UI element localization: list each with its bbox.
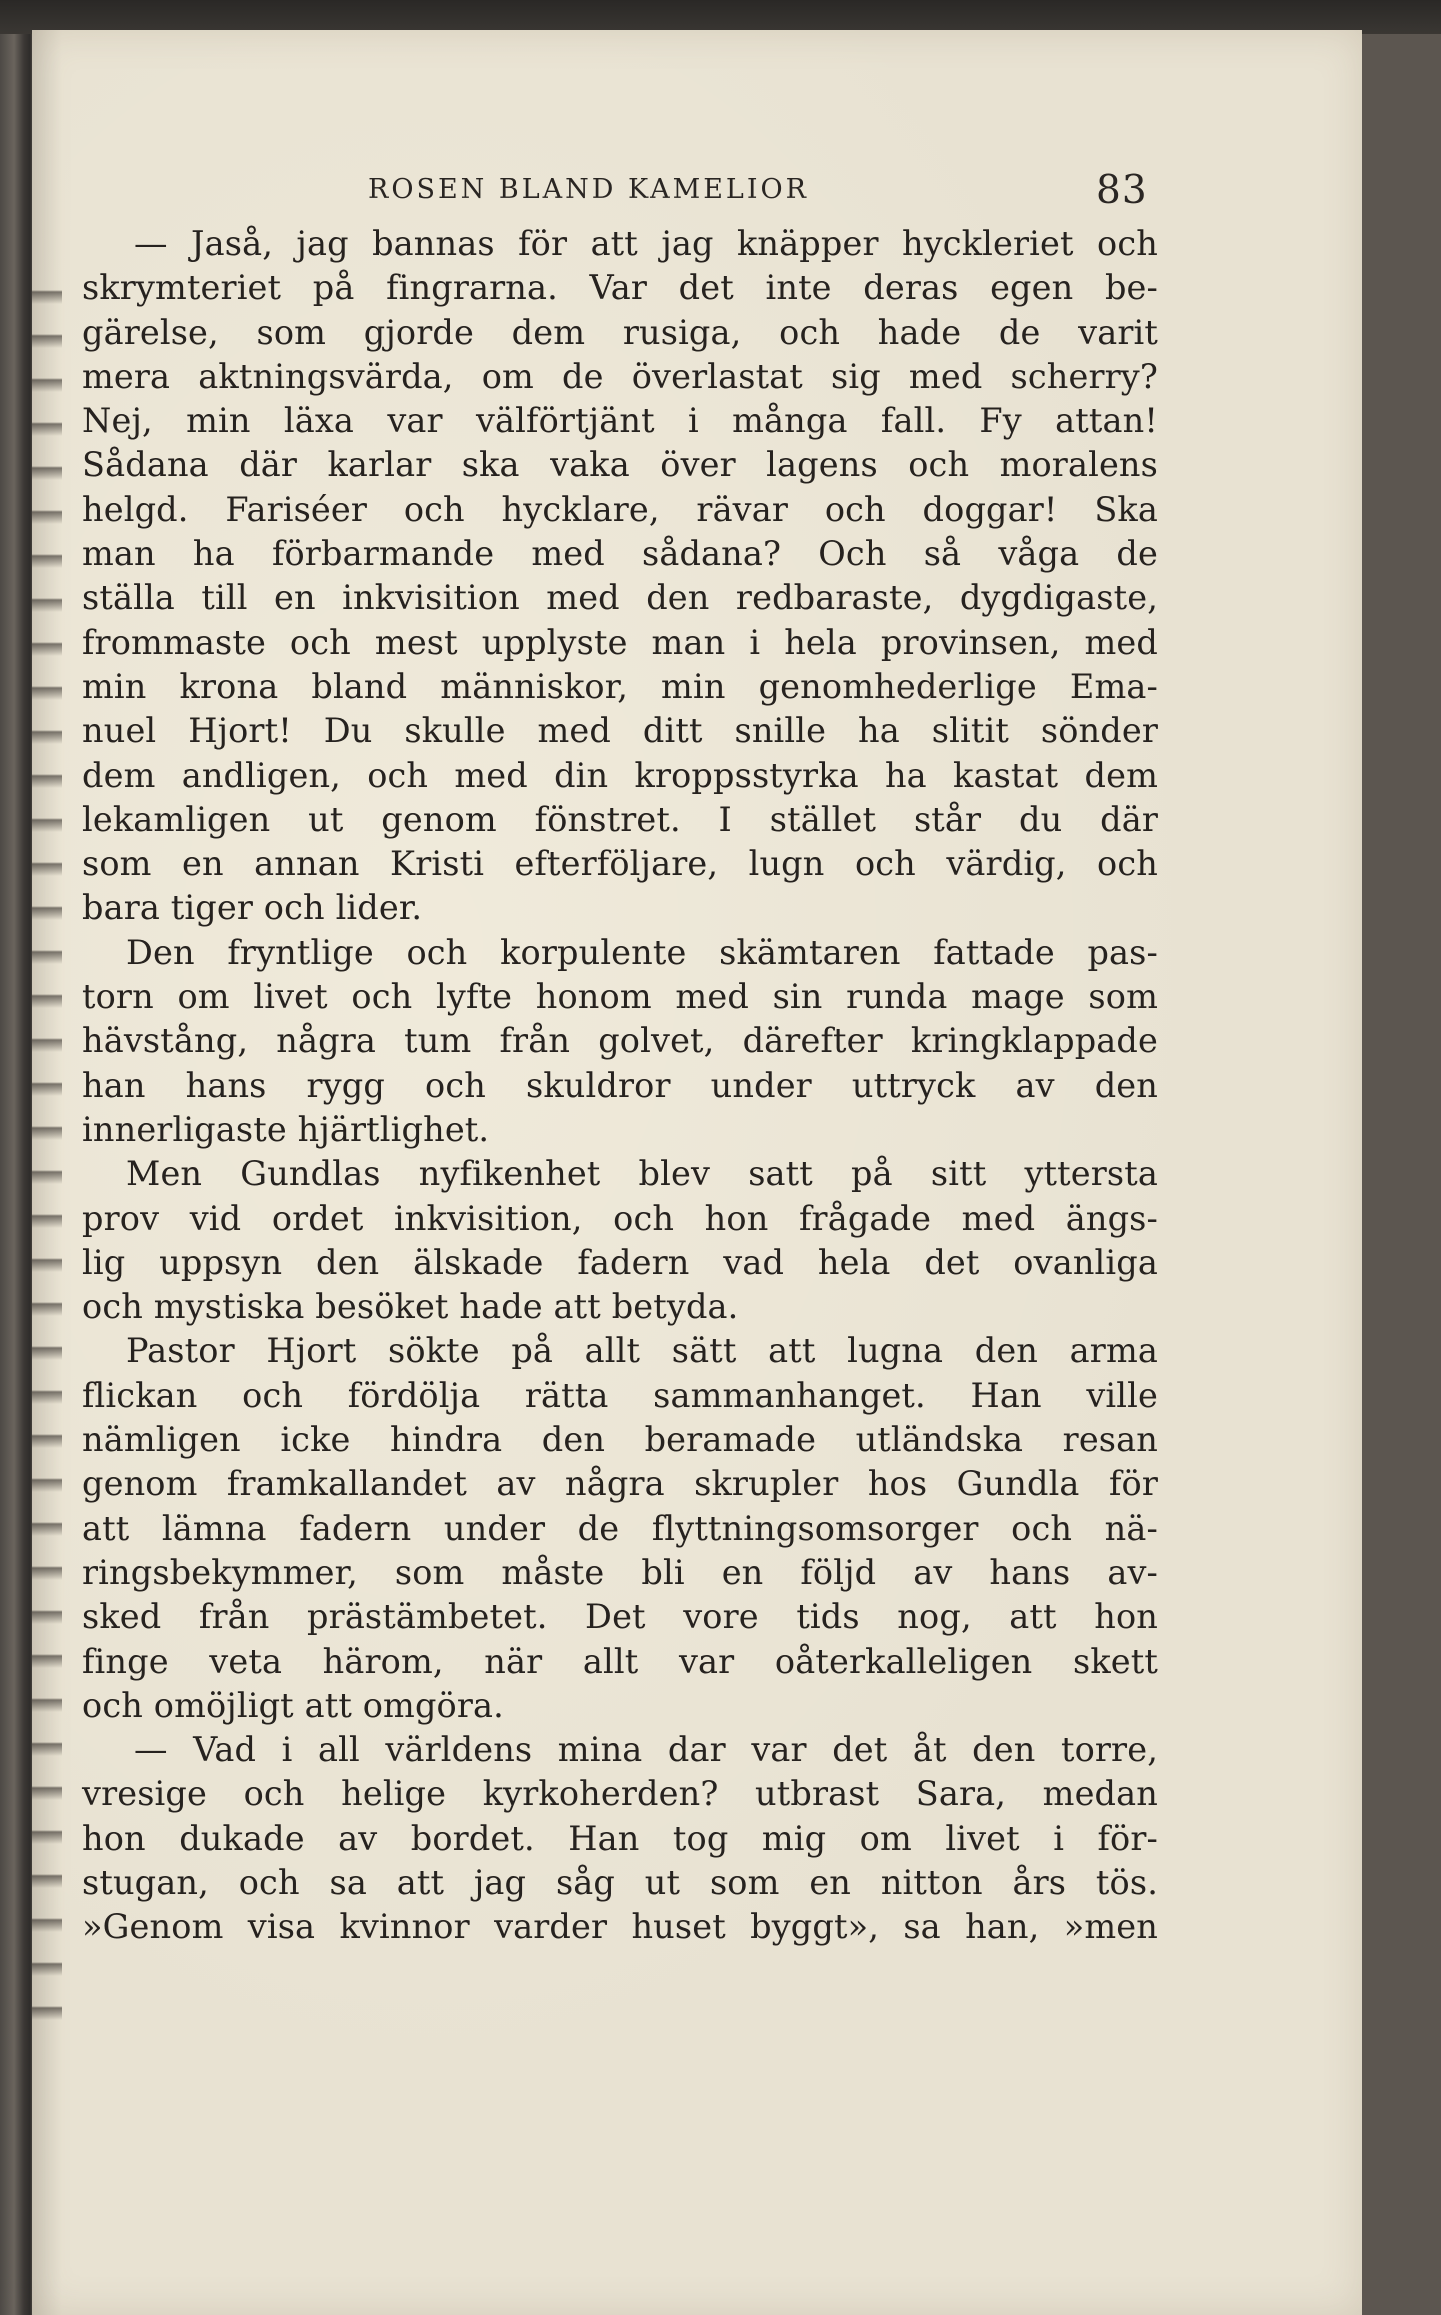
text-line: lig uppsyn den älskade fadern vad hela det ovanliga xyxy=(82,1242,1158,1282)
text-line: och omöjligt att omgöra. xyxy=(82,1685,504,1725)
text-line: skrymteriet på fingrarna. Var det inte deras egen be- xyxy=(82,268,1158,308)
text-line: genom framkallandet av några skrupler hos Gundla för xyxy=(82,1464,1158,1504)
text-line: finge veta härom, när allt var oåterkalleligen skett xyxy=(82,1641,1158,1681)
text-line: hävstång, några tum från golvet, därefter kringklappade xyxy=(82,1021,1158,1061)
text-line: Den fryntlige och korpulente skämtaren fattade pas- xyxy=(126,932,1158,972)
text-line: Sådana där karlar ska vaka över lagens och moralens xyxy=(82,445,1158,485)
text-line: innerligaste hjärtlighet. xyxy=(82,1109,490,1149)
text-line: frommaste och mest upplyste man i hela provinsen, med xyxy=(82,622,1158,662)
text-line: vresige och helige kyrkoherden? utbrast Sara, medan xyxy=(82,1774,1158,1814)
top-shadow xyxy=(0,0,1441,34)
body-text xyxy=(82,222,1158,1950)
text-line: min krona bland människor, min genomhederlige Ema- xyxy=(82,666,1158,706)
text-line: ställa till en inkvisition med den redbaraste, dygdigaste, xyxy=(82,578,1158,618)
text-line: sked från prästämbetet. Det vore tids nog, att hon xyxy=(82,1597,1158,1637)
page-edge-bleed xyxy=(32,260,62,2040)
text-line: ringsbekymmer, som måste bli en följd av hans av- xyxy=(82,1552,1158,1592)
text-line: att lämna fadern under de flyttningsomsorger och nä- xyxy=(82,1508,1158,1548)
text-line: Men Gundlas nyfikenhet blev satt på sitt yttersta xyxy=(126,1154,1158,1194)
text-line: prov vid ordet inkvisition, och hon frågade med ängs- xyxy=(82,1198,1158,1238)
text-line: bara tiger och lider. xyxy=(82,888,423,928)
text-line: Pastor Hjort sökte på allt sätt att lugna den arma xyxy=(126,1331,1158,1371)
text-line: lekamligen ut genom fönstret. I stället står du där xyxy=(82,799,1158,839)
page-header xyxy=(0,168,1441,214)
text-line: — Vad i all världens mina dar var det åt den torre, xyxy=(134,1730,1158,1770)
text-line: dem andligen, och med din kroppsstyrka ha kastat dem xyxy=(82,755,1158,795)
text-line: man ha förbarmande med sådana? Och så våga de xyxy=(82,534,1158,574)
page-number: 83 xyxy=(1096,168,1148,213)
text-line: torn om livet och lyfte honom med sin runda mage som xyxy=(82,977,1158,1017)
text-line: — Jaså, jag bannas för att jag knäpper hyckleriet och xyxy=(134,224,1158,263)
running-head: ROSEN BLAND KAMELIOR xyxy=(368,174,809,205)
text-line: »Genom visa kvinnor varder huset byggt», sa han, »men xyxy=(82,1907,1158,1947)
text-line: nuel Hjort! Du skulle med ditt snille ha slitit sönder xyxy=(82,711,1158,751)
text-line: och mystiska besöket hade att betyda. xyxy=(82,1287,739,1327)
text-line: gärelse, som gjorde dem rusiga, och hade de varit xyxy=(82,312,1158,352)
text-line: som en annan Kristi efterföljare, lugn och värdig, och xyxy=(82,844,1158,884)
text-line: han hans rygg och skuldror under uttryck av den xyxy=(82,1065,1158,1105)
text-line: hon dukade av bordet. Han tog mig om livet i för- xyxy=(82,1818,1158,1858)
text-line: Nej, min läxa var välförtjänt i många fall. Fy attan! xyxy=(82,401,1158,441)
text-line: nämligen icke hindra den beramade utländska resan xyxy=(82,1420,1158,1460)
text-line: flickan och fördölja rätta sammanhanget. Han ville xyxy=(82,1375,1158,1415)
text-line: mera aktningsvärda, om de överlastat sig med scherry? xyxy=(82,356,1158,396)
text-line: stugan, och sa att jag såg ut som en nitton års tös. xyxy=(82,1862,1158,1902)
text-line: helgd. Fariséer och hycklare, rävar och doggar! Ska xyxy=(82,489,1158,529)
